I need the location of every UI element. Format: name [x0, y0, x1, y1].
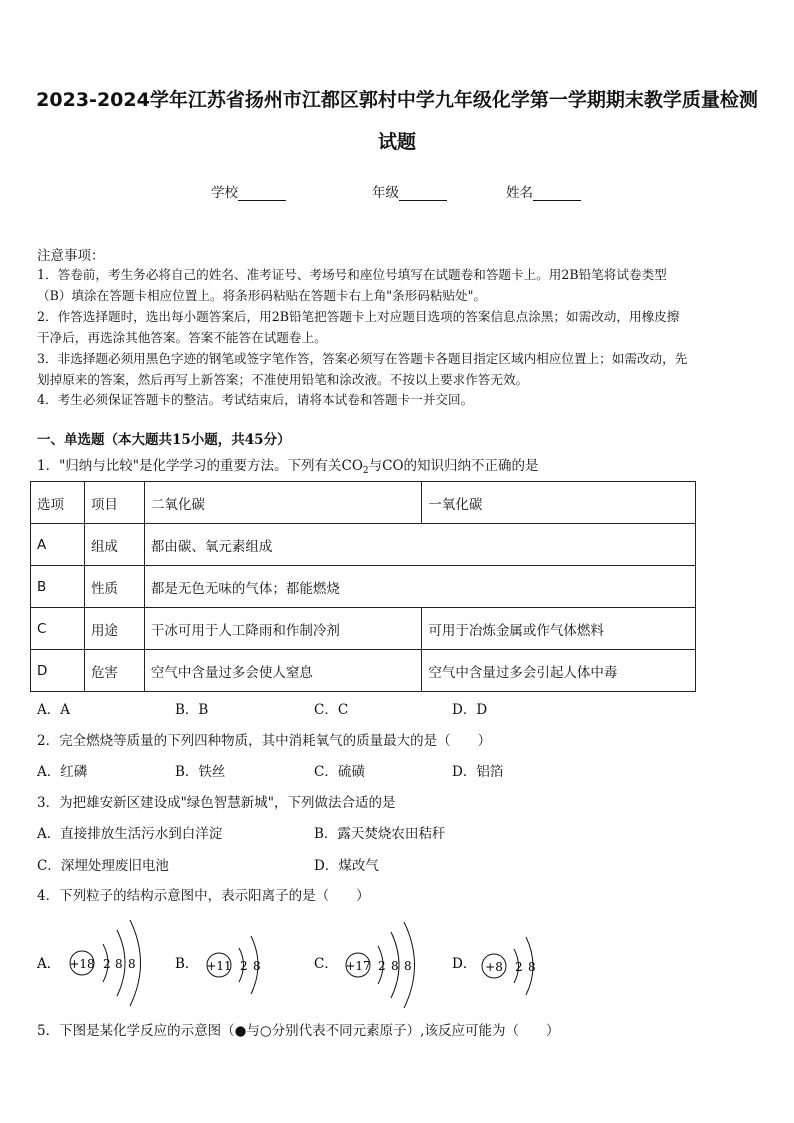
q5-stem: 5．下图是某化学反应的示意图（●与○分别代表不同元素原子）,该反应可能为（ ） [37, 1023, 560, 1039]
table-cell: B [31, 566, 85, 608]
table-row [31, 608, 696, 650]
shell-electrons: 8 [253, 959, 261, 973]
q4-option-c[interactable] [314, 918, 424, 1008]
q2-option-a[interactable]: A．红磷 [37, 764, 88, 780]
notes-line-3: 2．作答选择题时，选出每小题答案后，用2B铅笔把答题卡上对应题目选项的答案信息点涂黑；如需改动，用橡皮擦 [37, 309, 680, 324]
q2-option-d[interactable]: D．铝箔 [452, 764, 504, 780]
nucleus-charge: +11 [206, 959, 232, 973]
table-cell: 项目 [84, 482, 144, 524]
shell-electrons: 2 [378, 959, 386, 973]
q3-option-c[interactable]: C．深埋处理废旧电池 [37, 858, 169, 874]
option-label: D． [452, 956, 477, 972]
school-field[interactable] [211, 181, 286, 201]
q3-option-a[interactable]: A．直接排放生活污水到白洋淀 [37, 826, 223, 842]
option-label: C． [314, 956, 338, 972]
notes-line-5: 3．非选择题必须用黑色字迹的钢笔或签字笔作答，答案必须写在答题卡各题目指定区域内相应位置上；如需改动，先 [37, 351, 688, 366]
q4-stem: 4．下列粒子的结构示意图中，表示阳离子的是（ ） [37, 888, 370, 904]
table-cell: 性质 [84, 566, 144, 608]
table-cell: 二氧化碳 [144, 482, 422, 524]
q2-option-b[interactable]: B．铁丝 [175, 764, 226, 780]
q2-option-c[interactable]: C．硫磺 [314, 764, 365, 780]
table-cell: 都由碳、氧元素组成 [144, 524, 695, 566]
notes-heading: 注意事项： [37, 248, 105, 264]
table-cell: 干冰可用于人工降雨和作制冷剂 [144, 608, 422, 650]
atom-structure-diagram-c [314, 918, 424, 1008]
nucleus-charge: +18 [69, 957, 95, 971]
option-label: A． [37, 956, 61, 972]
option-label: B． [175, 956, 199, 972]
table-row [31, 524, 696, 566]
name-label: 姓名 [506, 185, 533, 201]
table-cell: C [31, 608, 85, 650]
table-cell: 选项 [31, 482, 85, 524]
school-blank[interactable] [238, 186, 286, 201]
table-cell: 空气中含量过多会使人窒息 [144, 650, 422, 692]
notes-line-7: 4．考生必须保证答题卡的整洁。考试结束后，请将本试卷和答题卡一并交回。 [37, 392, 474, 407]
grade-label: 年级 [372, 185, 399, 201]
table-cell: D [31, 650, 85, 692]
table-cell: 用途 [84, 608, 144, 650]
q1-option-c[interactable]: C．C [314, 702, 349, 718]
table-row [31, 482, 696, 524]
q1-stem: 1．"归纳与比较"是化学学习的重要方法。下列有关$CO_2$与CO的知识归纳不正确的是 [37, 458, 539, 476]
atom-structure-diagram-b [175, 918, 275, 1008]
table-cell: 组成 [84, 524, 144, 566]
nucleus-charge: +8 [485, 960, 503, 974]
atom-structure-diagram-a [37, 918, 147, 1008]
name-blank[interactable] [533, 186, 581, 201]
table-row [31, 566, 696, 608]
q3-option-b[interactable]: B．露天焚烧农田秸秆 [314, 826, 446, 842]
shell-electrons: 8 [528, 960, 536, 974]
school-label: 学校 [211, 185, 238, 201]
table-cell: A [31, 524, 85, 566]
page-title-line1: 2023-2024学年江苏省扬州市江都区郭村中学九年级化学第一学期期末教学质量检测 [36, 89, 758, 111]
shell-electrons: 8 [391, 959, 399, 973]
shell-electrons: 2 [103, 957, 111, 971]
q4-option-b[interactable] [175, 918, 275, 1008]
open-atom-icon: ○ [259, 1023, 272, 1039]
name-field[interactable] [506, 181, 581, 201]
shell-electrons: 8 [115, 957, 123, 971]
shell-electrons: 8 [404, 959, 412, 973]
notes-line-2: （B）填涂在答题卡相应位置上。将条形码粘贴在答题卡右上角"条形码粘贴处"。 [37, 288, 487, 303]
notes-line-4: 干净后，再选涂其他答案。答案不能答在试题卷上。 [37, 330, 327, 345]
table-cell: 危害 [84, 650, 144, 692]
notes-line-1: 1．答卷前，考生务必将自己的姓名、准考证号、考场号和座位号填写在试题卷和答题卡上。用2B铅笔将试卷类型 [37, 267, 667, 282]
q1-option-d[interactable]: D．D [452, 702, 488, 718]
filled-atom-icon: ● [234, 1023, 247, 1039]
q1-option-a[interactable]: A．A [37, 702, 70, 718]
table-cell: 可用于冶炼金属或作气体燃料 [422, 608, 696, 650]
shell-electrons: 8 [128, 957, 136, 971]
grade-blank[interactable] [399, 186, 447, 201]
q1-table [30, 481, 696, 692]
nucleus-charge: +17 [345, 959, 371, 973]
table-cell: 都是无色无味的气体；都能燃烧 [144, 566, 695, 608]
q3-option-d[interactable]: D．煤改气 [314, 858, 379, 874]
q4-option-d[interactable] [452, 918, 552, 1008]
table-cell: 空气中含量过多会引起人体中毒 [422, 650, 696, 692]
shell-electrons: 2 [515, 960, 523, 974]
table-row [31, 650, 696, 692]
q2-stem: 2．完全燃烧等质量的下列四种物质，其中消耗氧气的质量最大的是（ ） [37, 733, 492, 749]
q3-stem: 3．为把雄安新区建设成"绿色智慧新城"，下列做法合适的是 [37, 795, 396, 811]
notes-line-6: 划掉原来的答案，然后再写上新答案；不准使用铅笔和涂改液。不按以上要求作答无效。 [37, 372, 529, 387]
atom-structure-diagram-d [452, 918, 552, 1008]
page-title-line2: 试题 [377, 131, 416, 153]
shell-electrons: 2 [240, 959, 248, 973]
section-heading: 一、单选题（本大题共15小题，共45分） [37, 432, 291, 448]
q1-option-b[interactable]: B．B [175, 702, 209, 718]
grade-field[interactable] [372, 181, 447, 201]
table-cell: 一氧化碳 [422, 482, 696, 524]
q4-option-a[interactable] [37, 918, 147, 1008]
